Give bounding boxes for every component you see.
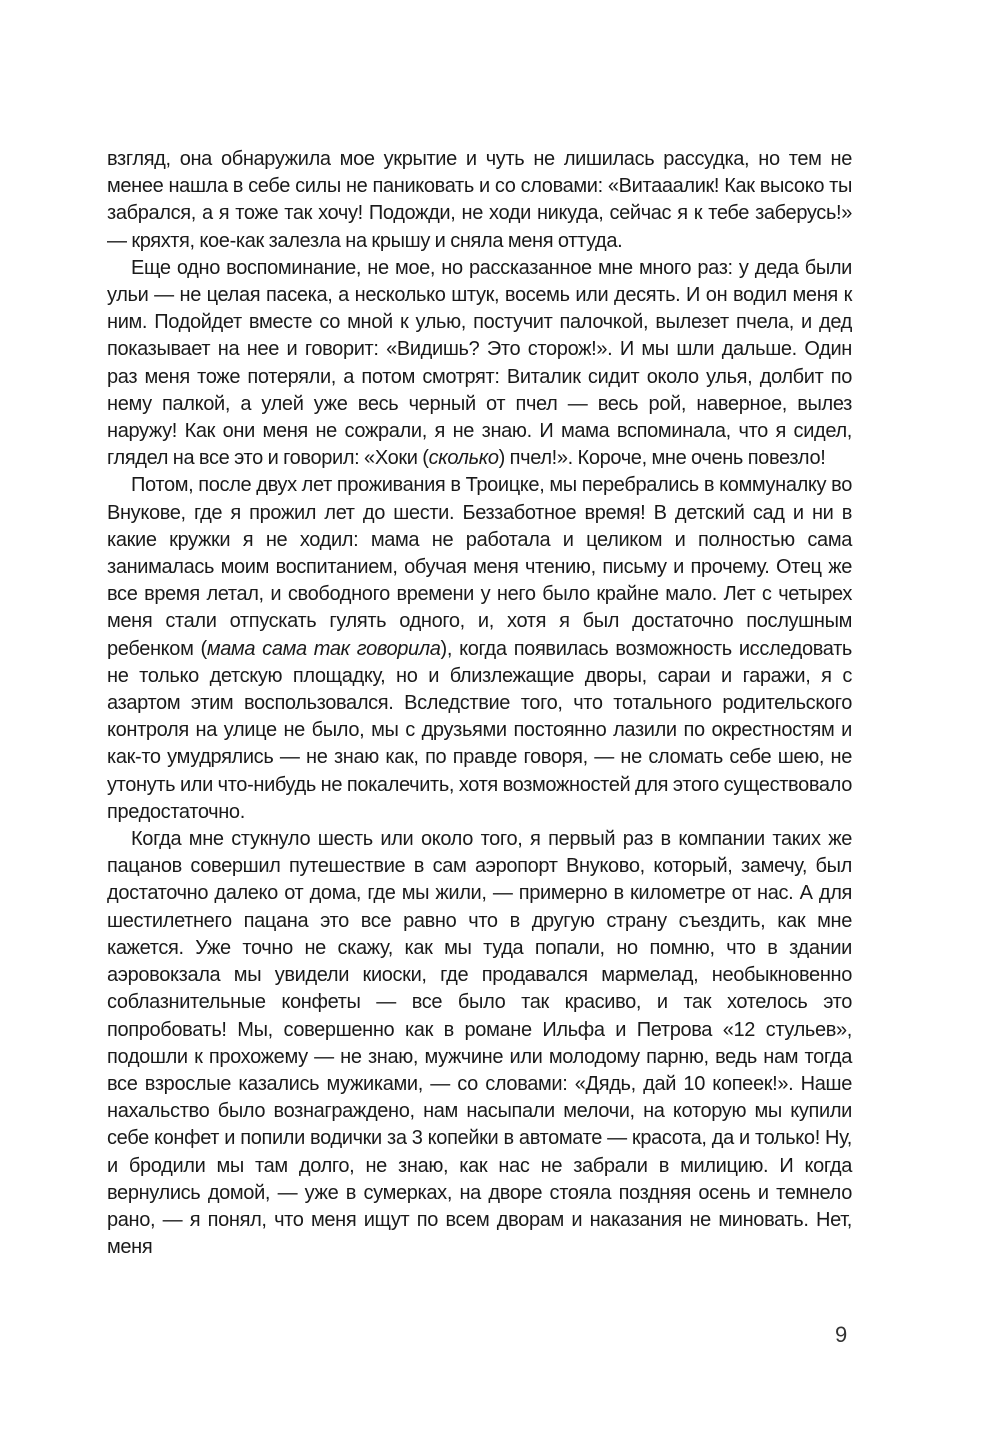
paragraph-text: Потом, после двух лет проживания в Троицке, мы перебрались в коммуналку во Внукове, где я прожил лет до шести. Беззаботное время! В детский сад и ни в какие кружки я не ходил: мама не работала и целиком и полностью сама занималась моим воспитанием, обучая меня чтению, письму и прочему. Отец же все время летал, и свободного времени у него было крайне мало. Лет с четырех меня стали отпускать гулять одного, и, хотя я был достаточно послушным ребенком ( [107, 474, 852, 660]
paragraph-text: взгляд, она обнаружила мое укрытие и чуть не лишилась рассудка, но тем не менее нашла в себе силы не паниковать и со словами: «Витаaалик! Как высоко ты забрался, а я тоже так хочу! Подожди, не ходи никуда, сейчас я к тебе заберусь!» — кряхтя, кое-как залезла на крышу и сняла меня оттуда. [107, 148, 852, 252]
italic-text: сколько [428, 447, 499, 470]
paragraph-text: ), когда появилась возможность исследовать не только детскую площадку, но и близлежащие дворы, сараи и гаражи, я с азартом этим воспользовался. Вследствие того, что тотального родительского контроля на улице не было, мы с друзьями постоянно лазили по окрестностям и как-то умудрялись — не знаю как, по правде говоря, — не сломать себе шею, не утонуть или что-нибудь не покалечить, хотя возможностей для этого существовало предостаточно. [107, 637, 852, 823]
paragraph [107, 255, 852, 473]
paragraph [107, 826, 852, 1261]
paragraph [107, 146, 852, 255]
page-body [107, 146, 852, 1261]
paragraph-text: Еще одно воспоминание, не мое, но рассказанное мне много раз: у деда были ульи — не целая пасека, а несколько штук, восемь или десять. И он водил меня к ним. Подойдет вместе со мной к улью, постучит палочкой, вылезет пчела, и дед показывает на нее и говорит: «Видишь? Это сторож!». И мы шли дальше. Один раз меня тоже потеряли, а потом смотрят: Виталик сидит около улья, долбит по нему палкой, а улей уже весь черный от пчел — весь рой, наверное, вылез наружу! Как они меня не сожрали, я не знаю. И мама вспоминала, что я сидел, глядел на все это и говорил: «Хоки ( [107, 256, 852, 470]
paragraph [107, 472, 852, 826]
paragraph-text: Когда мне стукнуло шесть или около того, я первый раз в компании таких же пацанов совершил путешествие в сам аэропорт Внуково, который, замечу, был достаточно далеко от дома, где мы жили, — примерно в километре от нас. А для шестилетнего пацана это все равно что в другую страну съездить, как мне кажется. Уже точно не скажу, как мы туда попали, но помню, что в здании аэровокзала мы увидели киоски, где продавался мармелад, необыкновенно соблазнительные конфеты — все было так красиво, и так хотелось это попробовать! Мы, совершенно как в романе Ильфа и Петрова «12 стульев», подошли к прохожему — не знаю, мужчине или молодому парню, ведь нам тогда все взрослые казались мужиками, — со словами: «Дядь, дай 10 копеек!». Наше нахальство было вознаграждено, нам насыпали мелочи, на которую мы купили себе конфет и попили водички за 3 копейки в автомате — красота, да и только! Ну, и бродили мы там долго, не знаю, как нас не забрали в милицию. И когда вернулись домой, — уже в сумерках, на дворе стояла поздняя осень и темнело рано, — я понял, что меня ищут по всем дворам и наказания не миновать. Нет, меня [107, 828, 852, 1259]
paragraph-text: ) пчел!». Короче, мне очень повезло! [498, 447, 826, 470]
page-number: 9 [835, 1322, 848, 1347]
italic-text: мама сама так говорила [206, 637, 441, 660]
